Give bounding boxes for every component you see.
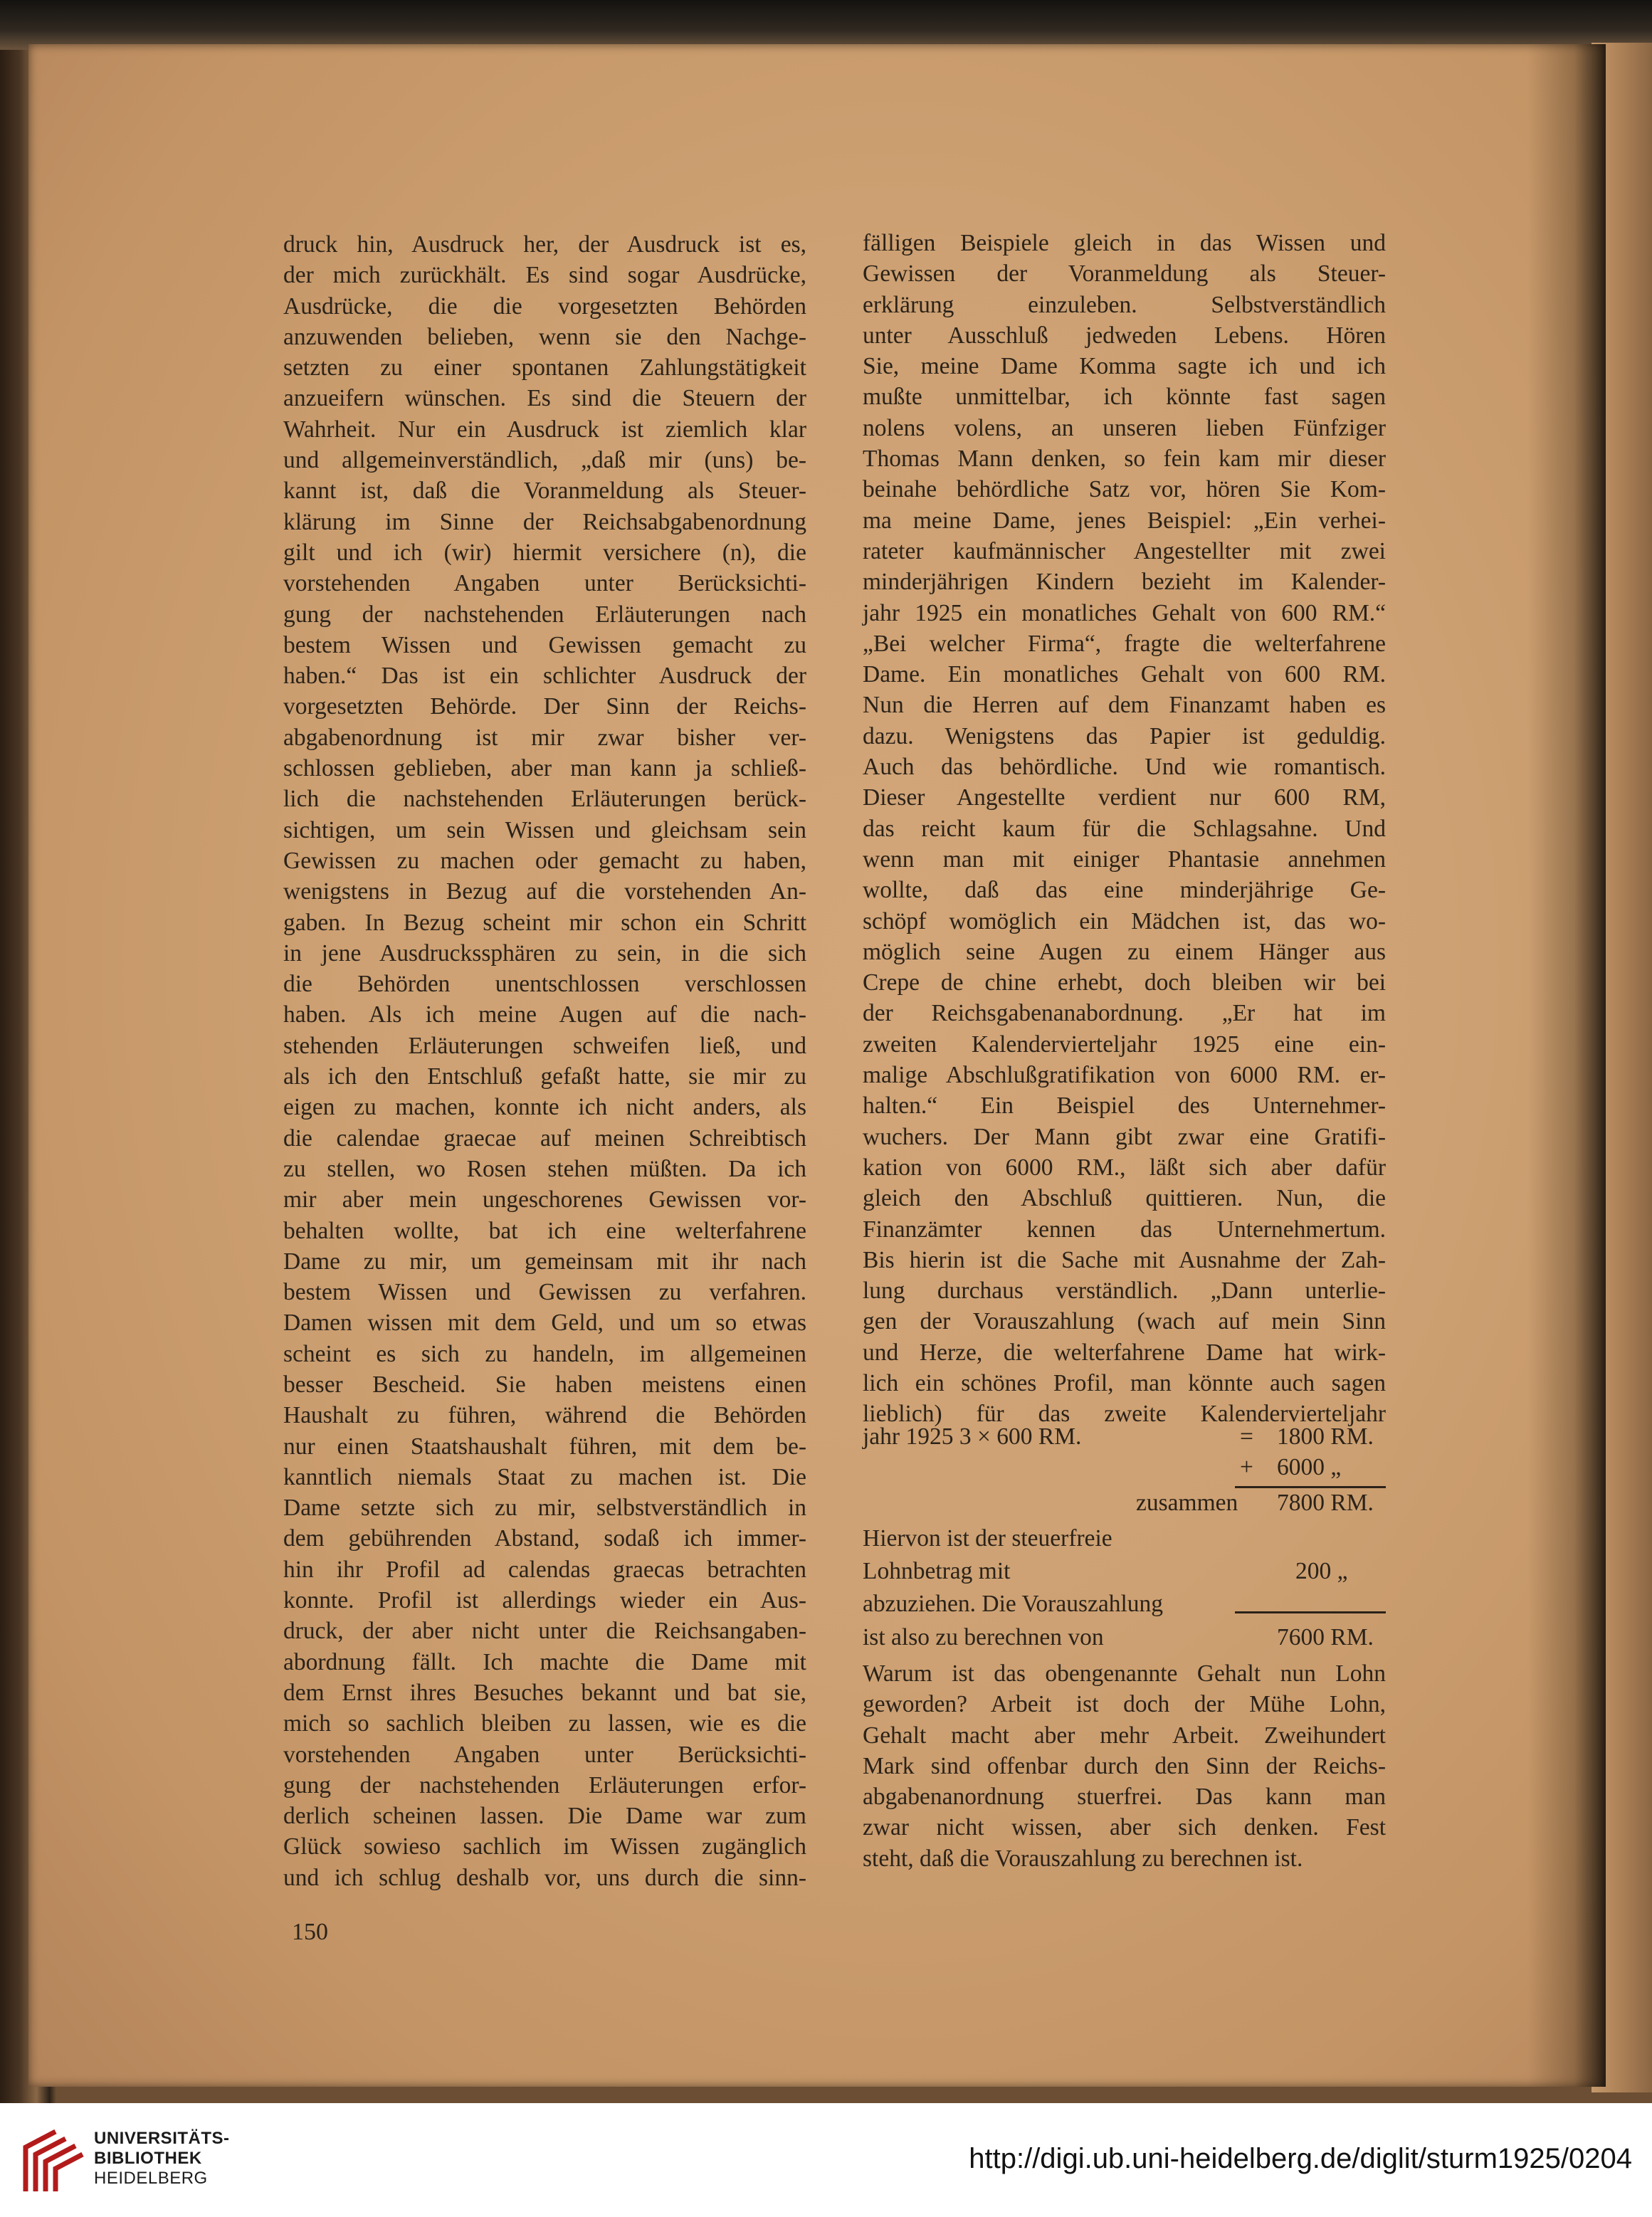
text-line: haben.“ Das ist ein schlichter Ausdruck der (283, 663, 806, 690)
library-name-line2: BIBLIOTHEK (94, 2149, 202, 2168)
text-line: gung der nachstehenden Erläuterungen nach (283, 601, 806, 628)
text-line: anzueifern wünschen. Es sind die Steuern der (283, 385, 806, 412)
text-line: unter Ausschluß jedweden Lebens. Hören (863, 322, 1386, 349)
text-line: fälligen Beispiele gleich in das Wissen und (863, 230, 1386, 256)
calc-row5-label: ist also zu berechnen von (863, 1624, 1104, 1650)
text-line: kannt ist, daß die Voranmeldung als Steuer- (283, 478, 806, 505)
text-line: stehenden Erläuterungen schweifen ließ, und (283, 1032, 806, 1059)
text-line: gaben. In Bezug scheint mir schon ein Schritt (283, 909, 806, 936)
text-line: anzuwenden belieben, wenn sie den Nachge- (283, 323, 806, 350)
library-name-line3: HEIDELBERG (94, 2169, 208, 2188)
text-line: Nun die Herren auf dem Finanzamt haben es (863, 692, 1386, 719)
text-line: der mich zurückhält. Es sind sogar Ausdrücke, (283, 262, 806, 289)
text-line: abordnung fällt. Ich machte die Dame mit (283, 1648, 806, 1675)
text-line: hin ihr Profil ad calendas graecas betrachten (283, 1556, 806, 1583)
text-line: halten.“ Ein Beispiel des Unternehmer- (863, 1092, 1386, 1120)
calc-row3-label-b: Lohnbetrag mit (863, 1558, 1011, 1584)
text-line: Wahrheit. Nur ein Ausdruck ist ziemlich klar (283, 416, 806, 443)
page-gutter-shadow (1527, 44, 1606, 2087)
text-line: gen der Vorauszahlung (wach auf mein Sinn (863, 1308, 1386, 1335)
text-line: lung durchaus verständlich. „Dann unterlie- (863, 1278, 1386, 1305)
text-line: schöpf womöglich ein Mädchen ist, das wo- (863, 907, 1386, 934)
text-line: abgabenanordnung stuerfrei. Das kann man (863, 1784, 1386, 1811)
text-line: zweiten Kalendervierteljahr 1925 eine ein- (863, 1031, 1386, 1058)
text-line: klärung im Sinne der Reichsabgabenordnung (283, 508, 806, 535)
calc-row3-value: 200 „ (1295, 1558, 1348, 1584)
calc-row1-label: jahr 1925 3 × 600 RM. (863, 1423, 1082, 1450)
text-line: lich die nachstehenden Erläuterungen berück- (283, 786, 806, 813)
text-line: ma meine Dame, jenes Beispiel: „Ein verhei- (863, 507, 1386, 534)
text-line: nolens volens, an unseren lieben Fünfziger (863, 414, 1386, 441)
text-line: der Reichsgabenanabordnung. „Er hat im (863, 1000, 1386, 1027)
text-line: dem Ernst ihres Besuches bekannt und bat sie, (283, 1679, 806, 1706)
text-line: geworden? Arbeit ist doch der Mühe Lohn, (863, 1691, 1386, 1718)
calc-row4-label: abzuziehen. Die Vorauszahlung (863, 1591, 1164, 1617)
text-line: und Herze, die welterfahrene Dame hat wirk- (863, 1339, 1386, 1366)
text-line: als ich den Entschluß gefaßt hatte, sie mir zu (283, 1063, 806, 1090)
text-line: gleich den Abschluß quittieren. Nun, die (863, 1185, 1386, 1212)
text-line: konnte. Profil ist allerdings wieder ein Aus- (283, 1587, 806, 1614)
text-line: lich ein schönes Profil, man könnte auch sagen (863, 1369, 1386, 1396)
text-line: mußte unmittelbar, ich könnte fast sagen (863, 384, 1386, 411)
text-line: sichtigen, um sein Wissen und gleichsam sein (283, 816, 806, 843)
text-line: dazu. Wenigstens das Papier ist geduldig. (863, 722, 1386, 749)
text-line: vorstehenden Angaben unter Berücksichti- (283, 570, 806, 597)
text-line: zu stellen, wo Rosen stehen müßten. Da ich (283, 1155, 806, 1182)
difference-rule (1235, 1611, 1386, 1613)
text-line: Dame zu mir, um gemeinsam mit ihr nach (283, 1248, 806, 1275)
text-line: wuchers. Der Mann gibt zwar eine Gratifi- (863, 1123, 1386, 1150)
text-line: behalten wollte, bat ich eine welterfahrene (283, 1217, 806, 1244)
scan-top-edge (0, 0, 1652, 50)
text-line: bestem Wissen und Gewissen gemacht zu (283, 631, 806, 658)
calc-row5-value: 7600 RM. (1277, 1624, 1374, 1650)
text-line: Sie, meine Dame Komma sagte ich und ich (863, 353, 1386, 380)
text-line: jahr 1925 ein monatliches Gehalt von 600 RM.“ (863, 599, 1386, 626)
text-line: und ich schlug deshalb vor, uns durch die sinn- (283, 1864, 806, 1891)
text-line: druck, der aber nicht unter die Reichsangaben- (283, 1618, 806, 1645)
footer-bar (0, 2103, 1652, 2217)
text-line: zwar nicht wissen, aber sich denken. Fest (863, 1814, 1386, 1841)
text-line: Glück sowieso sachlich im Wissen zugänglich (283, 1833, 806, 1860)
text-line: rateter kaufmännischer Angestellter mit zwei (863, 537, 1386, 564)
text-line: kation von 6000 RM., läßt sich aber dafür (863, 1154, 1386, 1181)
calc-row1-op: = (1240, 1423, 1253, 1450)
text-line: druck hin, Ausdruck her, der Ausdruck ist es, (283, 231, 806, 258)
text-line: Damen wissen mit dem Geld, und um so etwas (283, 1310, 806, 1337)
text-line: mich so sachlich bleiben zu lassen, wie es die (283, 1710, 806, 1737)
text-line: scheint es sich zu handeln, im allgemeinen (283, 1340, 806, 1367)
calc-row2-value: 6000 „ (1277, 1454, 1342, 1480)
text-line: Gehalt macht aber mehr Arbeit. Zweihundert (863, 1722, 1386, 1749)
calc-row1-value: 1800 RM. (1277, 1423, 1374, 1450)
text-line: nur einen Staatshaushalt führen, mit dem be- (283, 1433, 806, 1460)
left-text-column (283, 229, 806, 1893)
text-line: besser Bescheid. Sie haben meistens einen (283, 1371, 806, 1398)
text-line: eigen zu machen, konnte ich nicht anders, als (283, 1094, 806, 1121)
text-line: derlich scheinen lassen. Die Dame war zum (283, 1803, 806, 1830)
text-line: abgabenordnung ist mir zwar bisher ver- (283, 724, 806, 751)
text-line: Finanzämter kennen das Unternehmertum. (863, 1216, 1386, 1243)
text-line: wenn man mit einiger Phantasie annehmen (863, 846, 1386, 873)
text-line: möglich seine Augen zu einem Hänger aus (863, 938, 1386, 965)
text-line: und allgemeinverständlich, „daß mir (uns) be- (283, 447, 806, 474)
text-line: beinahe behördliche Satz vor, hören Sie Kom- (863, 476, 1386, 503)
page-number: 150 (292, 1919, 328, 1945)
text-line: bestem Wissen und Gewissen zu verfahren. (283, 1279, 806, 1306)
text-line: lieblich) für das zweite Kalendervierteljahr (863, 1401, 1386, 1428)
text-line: Crepe de chine erhebt, doch bleiben wir bei (863, 969, 1386, 996)
text-line: dem gebührenden Abstand, sodaß ich immer- (283, 1525, 806, 1552)
calc-row3-label-a: Hiervon ist der steuerfreie (863, 1525, 1112, 1552)
text-line: Haushalt zu führen, während die Behörden (283, 1402, 806, 1429)
text-line: erklärung einzuleben. Selbstverständlich (863, 291, 1386, 318)
text-line: die calendae graecae auf meinen Schreibtisch (283, 1125, 806, 1152)
library-name (94, 2129, 230, 2189)
text-line: Dieser Angestellte verdient nur 600 RM, (863, 784, 1386, 811)
text-line: haben. Als ich meine Augen auf die nach- (283, 1001, 806, 1028)
calc-sum-label: zusammen (1136, 1490, 1238, 1516)
text-line: steht, daß die Vorauszahlung zu berechnen ist. (863, 1845, 1303, 1872)
text-line: Bis hierin ist die Sache mit Ausnahme der Zah- (863, 1246, 1386, 1273)
text-line: Thomas Mann denken, so fein kam mir dieser (863, 446, 1386, 473)
right-column-tail (863, 1658, 1386, 1874)
library-logo-icon (19, 2123, 87, 2197)
text-line: Warum ist das obengenannte Gehalt nun Lohn (863, 1660, 1386, 1687)
text-line: vorstehenden Angaben unter Berücksichti- (283, 1741, 806, 1768)
text-line: wenigstens in Bezug auf die vorstehenden An- (283, 878, 806, 905)
text-line: gung der nachstehenden Erläuterungen erfor- (283, 1771, 806, 1799)
text-line: setzten zu einer spontanen Zahlungstätigkeit (283, 354, 806, 381)
text-line: Ausdrücke, die die vorgesetzten Behörden (283, 293, 806, 320)
library-name-line1: UNIVERSITÄTS- (94, 2129, 230, 2148)
calc-sum-value: 7800 RM. (1277, 1490, 1374, 1516)
text-line: Dame. Ein monatliches Gehalt von 600 RM. (863, 661, 1386, 688)
text-line: malige Abschlußgratifikation von 6000 RM. er- (863, 1062, 1386, 1089)
text-line: minderjährigen Kindern bezieht im Kalender- (863, 569, 1386, 596)
permalink-url[interactable]: http://digi.ub.uni-heidelberg.de/diglit/sturm1925/0204 (969, 2143, 1632, 2174)
text-line: Dame setzte sich zu mir, selbstverständlich in (283, 1495, 806, 1522)
text-line: das reicht kaum für die Schlagsahne. Und (863, 815, 1386, 842)
text-line: in jene Ausdruckssphären zu sein, in die sich (283, 939, 806, 967)
text-line: Gewissen zu machen oder gemacht zu haben, (283, 847, 806, 874)
text-line: Auch das behördliche. Und wie romantisch. (863, 754, 1386, 781)
text-line: mir aber mein ungeschorenes Gewissen vor- (283, 1186, 806, 1213)
text-line: die Behörden unentschlossen verschlossen (283, 971, 806, 998)
text-line: kanntlich niemals Staat zu machen ist. Die (283, 1463, 806, 1490)
text-line: gilt und ich (wir) hiermit versichere (n), die (283, 539, 806, 566)
text-line: schlossen geblieben, aber man kann ja schließ- (283, 755, 806, 782)
right-text-column (863, 228, 1386, 1430)
text-line: wollte, daß das eine minderjährige Ge- (863, 877, 1386, 904)
text-line: vorgesetzten Behörde. Der Sinn der Reichs- (283, 693, 806, 720)
calc-row2-op: + (1240, 1454, 1253, 1480)
text-line: Gewissen der Voranmeldung als Steuer- (863, 260, 1386, 288)
text-line: „Bei welcher Firma“, fragte die welterfahrene (863, 630, 1386, 657)
text-line: Mark sind offenbar durch den Sinn der Reichs- (863, 1752, 1386, 1779)
